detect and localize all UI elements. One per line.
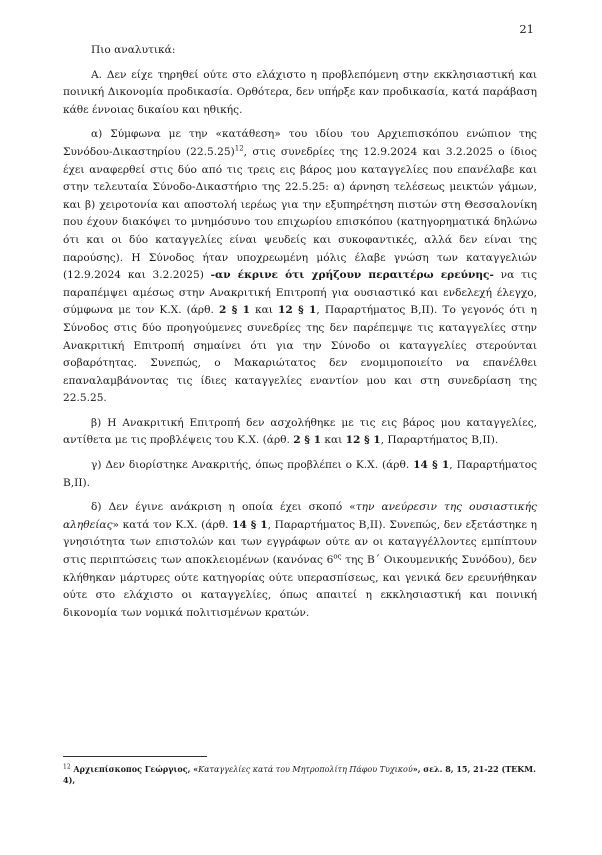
paragraph-beta-text-2: , Παραρτήματος Β,ΙΙ). <box>380 434 499 447</box>
conjunction: και <box>249 304 279 317</box>
footnote-divider <box>63 756 207 757</box>
document-body <box>63 42 537 629</box>
footnote-citation: », σελ. 8, 15, 21-22 (ΤΕΚΜ. 4), <box>63 764 536 785</box>
paragraph-a <box>63 67 537 120</box>
intro-line: Πιο αναλυτικά: <box>91 44 176 56</box>
paragraph-gamma <box>63 457 537 492</box>
paragraph-delta-text-2: » κατά τον Κ.Χ. (άρθ. <box>112 518 233 531</box>
paragraph-alpha-text-2: , στις συνεδρίες της 12.9.2024 και 3.2.2025 ο ίδιος έχει αναφερθεί στις δύο από τις τρεις εις βάρος μου καταγγελίες που επανέλαβε και στην τελευταία Σύνοδο-Δικαστήριο της 22.5.25: α) άρνηση τελέσεως μεικτών γάμων, και β) χειροτονία και αποστολή ιερέως για την εξυπηρέτηση πιστών στη Θεσσαλονίκη που έχουν διακόψει το μνημόσυνο του επιχωρίου επισκόπου (κατηγορηματικά δηλώνω ότι και οι δύο καταγγελίες είναι ψευδείς και συκοφαντικές, αλλά δεν είναι της παρούσης). Η Σύνοδος ήταν υποχρεωμένη μόλις έλαβε γνώση των καταγγελιών (12.9.2024 και 3.2.2025) <box>63 145 537 282</box>
footnote-title: Καταγγελίες κατά του Μητροπολίτη Πάφου Τυχικού <box>198 765 413 774</box>
paragraph-alpha <box>63 126 537 408</box>
paragraph-alpha-text-4: , Παραρτήματος Β,ΙΙ). Το γεγονός ότι η Σύνοδος στις δύο προηγούμενες συνεδρίες της δεν παρέπεμψε τις καταγγελίες στην Ανακριτική Επιτροπή σημαίνει ότι για την Σύνοδο οι καταγγελίες στερούνται σοβαρότητας. Συνεπώς, ο Μακαριώτατος δεν ενομιμοποιείτο να επανέλθει επαναλαμβάνοντας τις ίδιες καταγγελίες εναντίον μου και στη συνεδρίαση της 22.5.25. <box>63 304 537 405</box>
paragraph-alpha-bold: -αν έκρινε ότι χρήζουν περαιτέρω ερεύνης- <box>210 269 494 282</box>
paragraph-a-text: Α. Δεν είχε τηρηθεί ούτε στο ελάχιστο η προβλεπόμενη στην εκκλησιαστική και ποινική Δικονομία προδικασία. Ορθότερα, δεν υπήρξε καν προδικασία, κατά παράβαση κάθε έννοιας δικαίου και ηθικής. <box>63 68 537 116</box>
paragraph-delta <box>63 499 537 622</box>
paragraph-alpha-text-1: α) Σύμφωνα με την «κατάθεση» του ιδίου του Αρχιεπισκόπου ενώπιον της Συνόδου-Δικαστηρίου (22.5.25) <box>63 128 537 158</box>
conjunction: και <box>320 434 346 447</box>
paragraph-gamma-text-1: γ) Δεν διορίστηκε Ανακριτής, όπως προβλέπει ο Κ.Χ. (άρθ. <box>91 459 414 472</box>
footnote-reference[interactable]: 12 <box>234 144 244 153</box>
paragraph-beta-text-1: β) Η Ανακριτική Επιτροπή δεν ασχολήθηκε με τις εις βάρος μου καταγγελίες, αντίθετα με τις προβλέψεις του Κ.Χ. (άρθ. <box>63 416 537 447</box>
footnote <box>63 764 537 786</box>
paragraph-delta-text-3: , Παραρτήματος Β,ΙΙ). Συνεπώς, δεν εξετάστηκε η γνησιότητα των επιστολών και των εγγράφων ούτε αν οι καταγγέλλοντες εμπίπτουν στις περιπτώσεις των αποκλειομένων (κανόνας 6 <box>63 518 538 567</box>
article-ref: 14 § 1 <box>232 518 268 531</box>
ordinal-suffix: ος <box>333 552 342 561</box>
paragraph-gamma-text-2: , Παραρτήματος Β,ΙΙ). <box>63 459 538 489</box>
article-ref: 14 § 1 <box>413 459 450 472</box>
article-ref: 12 § 1 <box>278 304 317 317</box>
footnote-number: 12 <box>63 763 71 771</box>
paragraph-delta-quote: την ανεύρεσιν της ουσιαστικής αληθείας <box>63 501 537 531</box>
article-ref: 12 § 1 <box>345 434 381 447</box>
article-ref: 2 § 1 <box>218 304 250 317</box>
paragraph-beta <box>63 415 537 450</box>
paragraph-delta-text-4: της Β΄ Οικουμενικής Συνόδου), δεν κλήθηκαν μάρτυρες ούτε κατηγορίας ούτε υπερασπίσεως, και γενικά δεν ερευνήθηκαν ούτε στο ελάχιστο οι καταγγελίες, όπως απαιτεί η εκκλησιαστική και ποινική δικονομία των νομικά πολιτισμένων κρατών. <box>63 554 537 619</box>
article-ref: 2 § 1 <box>293 434 321 447</box>
page-number: 21 <box>519 22 534 36</box>
paragraph-alpha-text-3: να τις παραπέμψει αμέσως στην Ανακριτική Επιτροπή για ουσιαστικό και ενδελεχή έλεγχο, σύμφωνα με τον Κ.Χ. (άρθ. <box>63 269 538 317</box>
footnote-author: Αρχιεπίσκοπος Γεώργιος, « <box>70 764 199 774</box>
paragraph-delta-text-1: δ) Δεν έγινε ανάκριση η οποία έχει σκοπό « <box>91 501 356 514</box>
